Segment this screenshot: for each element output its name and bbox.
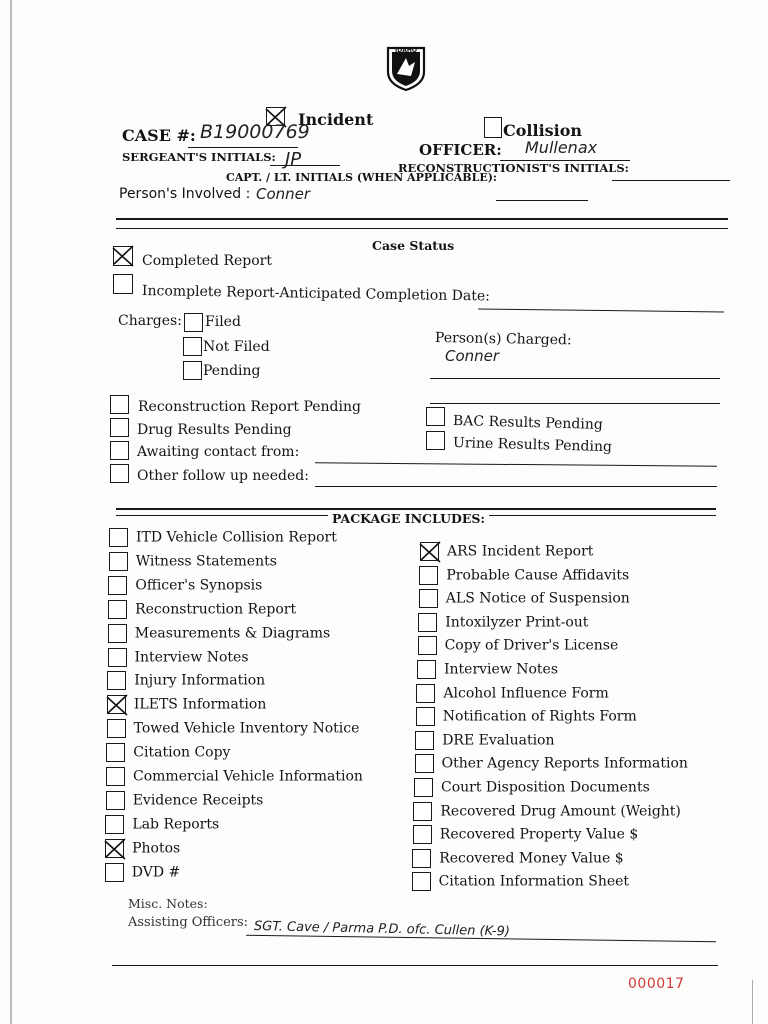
package-left-label: Lab Reports	[132, 816, 220, 833]
package-left-checkbox[interactable]	[108, 648, 127, 667]
package-right-label: Recovered Property Value $	[439, 826, 639, 843]
case-value[interactable]: B19000769	[200, 121, 310, 143]
package-divider	[116, 508, 716, 510]
package-left-item	[105, 839, 180, 858]
persons-charged-line	[430, 378, 720, 379]
charges-pending-label: Pending	[203, 363, 261, 379]
other-follow-up-line	[315, 486, 717, 487]
completed-report-checkbox[interactable]	[113, 246, 133, 266]
package-left-label: Injury Information	[134, 672, 266, 689]
package-right-item	[418, 613, 588, 632]
reconstructionist-label: RECONSTRUCTIONIST'S INITIALS:	[398, 161, 629, 175]
package-right-label: Notification of Rights Form	[442, 708, 637, 725]
package-right-checkbox[interactable]	[418, 636, 437, 655]
package-right-label: Recovered Drug Amount (Weight)	[440, 803, 681, 820]
package-left-item	[107, 695, 266, 714]
package-right-checkbox[interactable]	[415, 754, 434, 773]
package-left-item	[108, 648, 249, 667]
package-left-item	[108, 576, 262, 595]
package-left-label: Measurements & Diagrams	[134, 625, 331, 642]
package-right-item	[414, 778, 650, 797]
package-left-checkbox[interactable]	[105, 863, 124, 882]
persons-involved-label: Person's Involved :	[119, 186, 251, 202]
package-left-item	[105, 863, 181, 882]
package-left-checkbox[interactable]	[108, 600, 127, 619]
package-right-item	[420, 542, 593, 561]
package-right-checkbox[interactable]	[416, 684, 435, 703]
package-left-item	[106, 767, 363, 786]
officer-value[interactable]: Mullenax	[525, 138, 598, 157]
package-left-label: Officer's Synopsis	[135, 577, 263, 594]
package-right-item	[417, 660, 558, 679]
package-left-item	[108, 624, 330, 643]
charges-label: Charges:	[118, 313, 182, 329]
package-left-checkbox[interactable]	[107, 671, 126, 690]
package-right-checkbox[interactable]	[414, 778, 433, 797]
sergeant-line	[270, 165, 340, 166]
package-right-item	[416, 684, 608, 703]
awaiting-contact-label: Awaiting contact from:	[137, 444, 300, 460]
case-line	[188, 147, 298, 148]
package-right-label: DRE Evaluation	[442, 732, 555, 749]
package-right-label: Copy of Driver's License	[444, 637, 619, 654]
charges-filed-checkbox[interactable]	[184, 313, 203, 332]
package-left-label: Evidence Receipts	[132, 792, 264, 809]
package-right-label: Alcohol Influence Form	[443, 685, 609, 702]
package-right-label: Other Agency Reports Information	[441, 755, 688, 772]
collision-checkbox[interactable]	[484, 117, 502, 138]
collision-label: Collision	[503, 121, 583, 140]
package-right-item	[415, 754, 688, 773]
package-right-label: Recovered Money Value $	[439, 850, 624, 867]
package-left-label: Witness Statements	[135, 553, 277, 570]
package-right-label: Intoxilyzer Print-out	[445, 614, 589, 631]
capt-line	[496, 200, 588, 201]
package-left-checkbox[interactable]	[106, 743, 125, 762]
persons-involved-value[interactable]: Conner	[256, 185, 311, 203]
bac-results-pending-label: BAC Results Pending	[452, 413, 604, 433]
package-right-item	[419, 566, 629, 585]
header-divider	[116, 228, 728, 229]
sergeant-label: SERGEANT'S INITIALS:	[122, 150, 276, 164]
package-left-label: Towed Vehicle Inventory Notice	[133, 720, 360, 737]
package-right-item	[415, 731, 554, 750]
package-right-checkbox[interactable]	[419, 566, 438, 585]
package-right-item	[412, 872, 629, 891]
persons-charged-value[interactable]: Conner	[445, 347, 500, 365]
reconstructionist-line	[612, 180, 730, 181]
officer-label: OFFICER:	[419, 141, 502, 159]
incomplete-report-checkbox[interactable]	[113, 274, 133, 294]
package-right-checkbox[interactable]	[416, 707, 435, 726]
drug-results-pending-label: Drug Results Pending	[137, 422, 292, 438]
assisting-officers-label: Assisting Officers:	[128, 915, 249, 930]
awaiting-contact-line	[315, 462, 717, 467]
scan-edge	[752, 980, 753, 1024]
bottom-line	[112, 965, 718, 966]
package-left-checkbox[interactable]	[109, 528, 128, 547]
package-left-item	[109, 552, 277, 571]
scan-edge	[10, 0, 12, 1024]
package-left-label: ILETS Information	[133, 696, 267, 713]
case-status-title: Case Status	[372, 238, 455, 253]
package-right-item	[419, 589, 630, 608]
package-left-label: Commercial Vehicle Information	[133, 768, 363, 785]
package-left-checkbox[interactable]	[107, 695, 126, 714]
sergeant-value[interactable]: JP	[285, 149, 302, 170]
other-follow-up-checkbox[interactable]	[110, 464, 129, 483]
package-right-checkbox[interactable]	[412, 849, 431, 868]
package-left-checkbox[interactable]	[108, 624, 127, 643]
package-left-label: Citation Copy	[133, 744, 231, 761]
package-right-label: ARS Incident Report	[447, 543, 594, 560]
reconstruction-pending-label: Reconstruction Report Pending	[138, 399, 361, 415]
package-right-item	[413, 825, 638, 844]
package-left-checkbox[interactable]	[106, 791, 125, 810]
package-right-label: ALS Notice of Suspension	[445, 590, 630, 607]
urine-results-pending-checkbox[interactable]	[426, 431, 445, 450]
package-right-checkbox[interactable]	[412, 872, 431, 891]
package-right-item	[418, 636, 619, 655]
package-left-label: DVD #	[131, 864, 181, 881]
package-right-checkbox[interactable]	[413, 825, 432, 844]
svg-text:IDAHO: IDAHO	[395, 47, 417, 54]
package-left-item	[107, 671, 265, 690]
package-right-checkbox[interactable]	[418, 613, 437, 632]
assisting-officers-value[interactable]: SGT. Cave / Parma P.D. ofc. Cullen (K-9)	[253, 919, 511, 940]
persons-charged-label: Person(s) Charged:	[434, 330, 572, 349]
completed-report-label: Completed Report	[142, 253, 272, 269]
incident-label: Incident	[298, 110, 374, 129]
package-right-checkbox[interactable]	[415, 731, 434, 750]
package-right-label: Interview Notes	[444, 661, 559, 678]
package-left-checkbox[interactable]	[107, 719, 126, 738]
misc-notes-label: Misc. Notes:	[128, 896, 208, 911]
package-right-item	[416, 707, 637, 726]
package-right-item	[412, 849, 623, 868]
package-left-item	[109, 528, 337, 547]
drug-results-pending-checkbox[interactable]	[110, 418, 129, 437]
urine-results-pending-label: Urine Results Pending	[452, 435, 613, 456]
awaiting-contact-checkbox[interactable]	[110, 441, 129, 460]
package-left-label: ITD Vehicle Collision Report	[136, 529, 337, 546]
incomplete-report-label: Incomplete Report-Anticipated Completion Date:	[141, 283, 491, 305]
package-right-label: Court Disposition Documents	[441, 779, 650, 796]
package-right-label: Citation Information Sheet	[438, 873, 630, 890]
package-right-checkbox[interactable]	[419, 589, 438, 608]
package-right-item	[413, 802, 681, 821]
package-left-checkbox[interactable]	[109, 552, 128, 571]
case-label: CASE #:	[122, 126, 196, 145]
package-title: PACKAGE INCLUDES:	[328, 511, 489, 526]
charges-pending-checkbox[interactable]	[183, 361, 202, 380]
package-left-checkbox[interactable]	[108, 576, 127, 595]
package-right-checkbox[interactable]	[413, 802, 432, 821]
charges-not-filed-label: Not Filed	[203, 339, 270, 355]
charges-not-filed-checkbox[interactable]	[183, 337, 202, 356]
package-left-label: Photos	[132, 840, 181, 857]
package-left-checkbox[interactable]	[105, 839, 124, 858]
package-right-checkbox[interactable]	[417, 660, 436, 679]
package-left-checkbox[interactable]	[106, 767, 125, 786]
package-left-item	[106, 743, 230, 762]
charges-filed-label: Filed	[205, 314, 241, 330]
idaho-seal-icon	[382, 44, 430, 92]
package-left-item	[107, 719, 360, 738]
persons-charged-line	[430, 403, 720, 404]
package-right-label: Probable Cause Affidavits	[446, 567, 630, 584]
header-divider	[116, 218, 728, 220]
reconstruction-pending-checkbox[interactable]	[110, 395, 129, 414]
package-right-checkbox[interactable]	[420, 542, 439, 561]
bac-results-pending-checkbox[interactable]	[426, 407, 445, 426]
package-left-label: Reconstruction Report	[135, 601, 297, 618]
package-left-item	[105, 815, 219, 834]
package-left-label: Interview Notes	[134, 649, 249, 665]
other-follow-up-label: Other follow up needed:	[137, 468, 309, 484]
package-left-checkbox[interactable]	[105, 815, 124, 834]
completion-date-line	[478, 308, 724, 312]
package-left-item	[106, 791, 264, 810]
page-number-stamp: 000017	[628, 976, 685, 992]
package-left-item	[108, 600, 296, 619]
capt-label: CAPT. / LT. INITIALS (WHEN APPLICABLE):	[226, 171, 497, 184]
